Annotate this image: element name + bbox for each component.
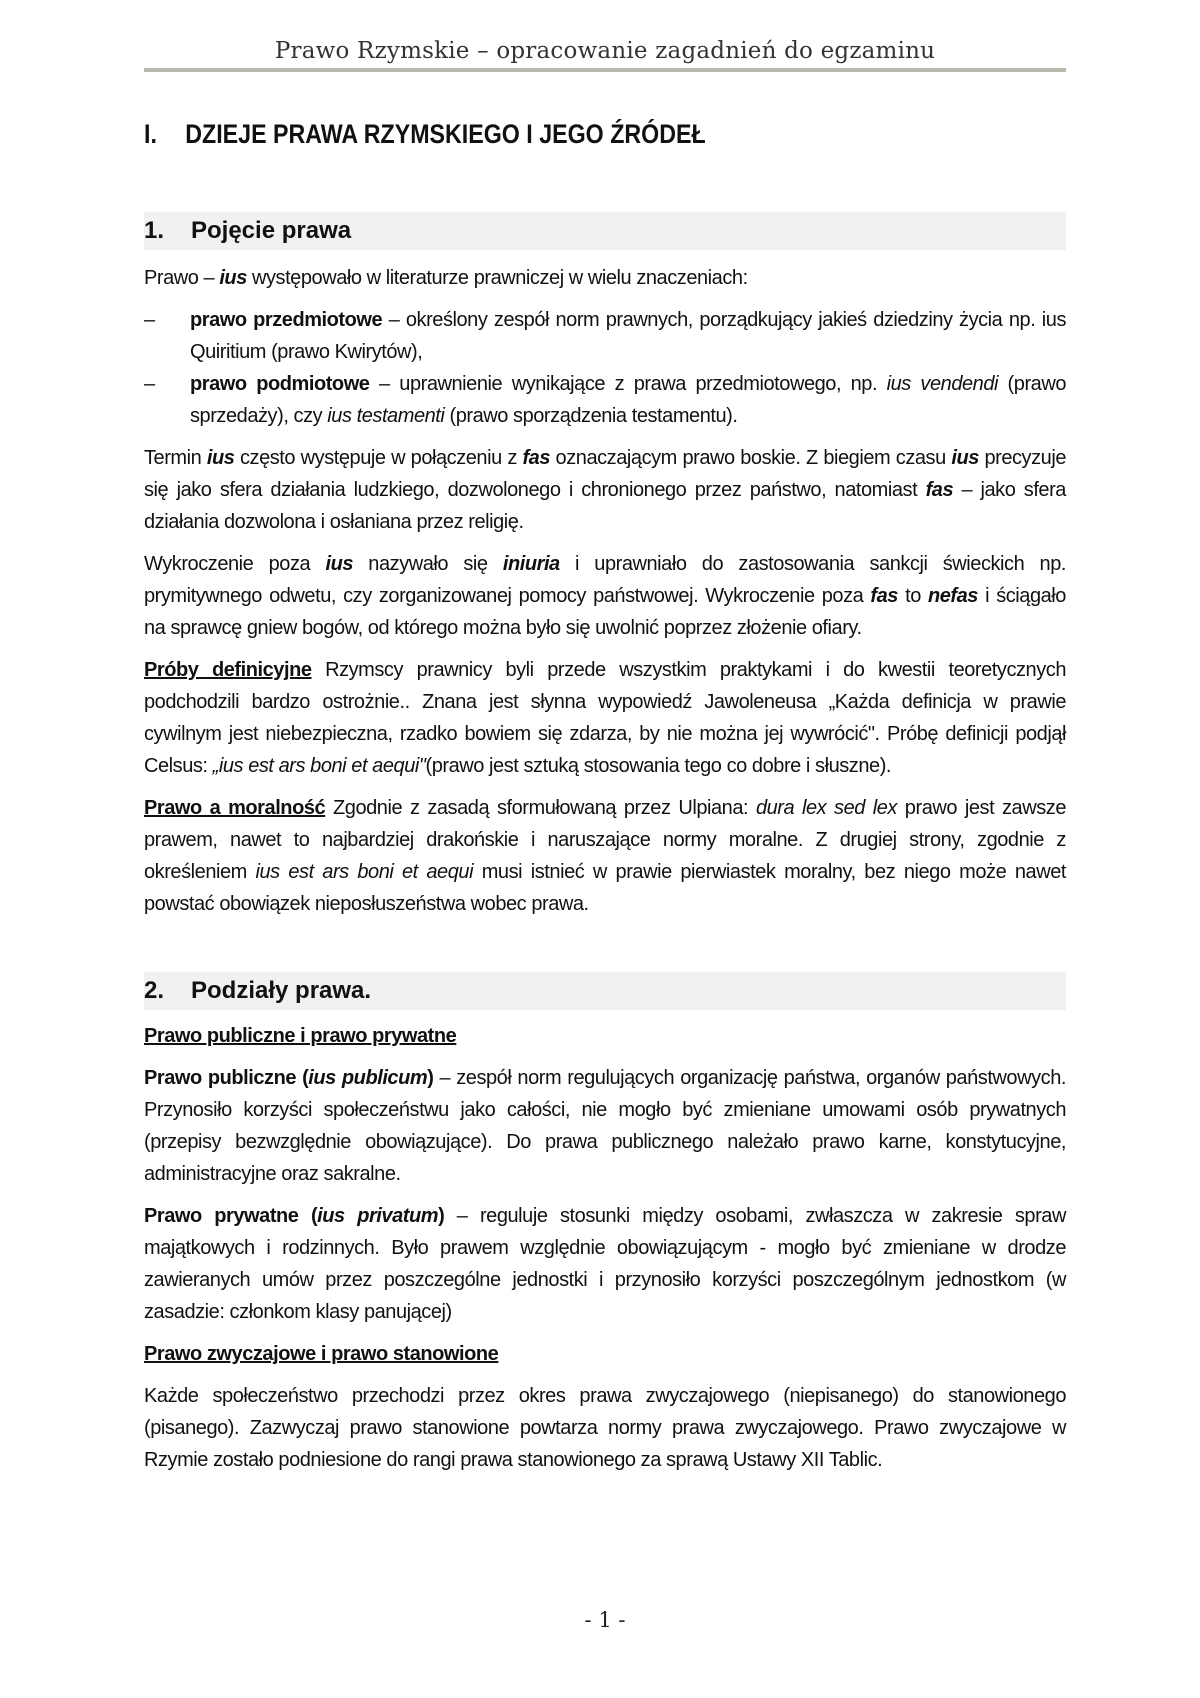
- quote-italic: „ius est ars boni et aequi": [212, 755, 426, 777]
- section-title: Pojęcie prawa: [191, 217, 352, 244]
- term-ius: ius: [325, 553, 354, 575]
- text-run: ): [438, 1205, 445, 1227]
- text-run: i ściągało na sprawcę gniew bogów, od którego można było się uwolnić poprzez złożenie ofiary.: [144, 585, 1066, 639]
- text-run: Prawo –: [144, 267, 220, 289]
- list-text: – określony zespół norm prawnych, porządkujący jakieś dziedziny życia np. ius Quiritium (prawo Kwirytów),: [190, 309, 1067, 363]
- paragraph-publiczne: [144, 1062, 1066, 1190]
- list-italic: ius testamenti: [327, 405, 445, 427]
- section-number: 2.: [144, 977, 165, 1004]
- term-nefas: nefas: [927, 585, 978, 607]
- latin-term: ius privatum: [317, 1205, 439, 1227]
- text-run: (: [298, 1205, 318, 1227]
- list-term: prawo podmiotowe: [190, 373, 370, 395]
- text-run: to: [897, 585, 928, 607]
- section-number: 1.: [144, 217, 165, 244]
- text-run: Wykroczenie poza: [144, 553, 326, 575]
- text-run: Zgodnie z zasadą sformułowaną przez Ulpiana:: [325, 797, 756, 819]
- text-run: ): [427, 1067, 434, 1089]
- term-bold: Prawo prywatne: [144, 1205, 299, 1227]
- term-fas: fas: [925, 479, 954, 501]
- list-term: prawo przedmiotowe: [190, 309, 383, 331]
- text-run: prawo jest zawsze prawem, nawet to najbardziej drakońskie i naruszające normy moralne. Z drugiej strony, zgodnie z określeniem: [144, 797, 1066, 883]
- paragraph-prywatne: [144, 1200, 1066, 1328]
- latin-maxim: ius est ars boni et aequi: [255, 861, 474, 883]
- term-ius: ius: [219, 267, 247, 289]
- text-run: precyzuje się jako sfera działania ludzkiego, dozwolonego i chronionego przez państwo, natomiast: [144, 447, 1066, 501]
- paragraph-moralnosc: [144, 792, 1066, 920]
- paragraph-iniuria: [144, 548, 1066, 644]
- text-run: Rzymscy prawnicy byli przede wszystkim praktykami i do kwestii teoretycznych podchodzili bardzo ostrożnie.. Znana jest słynna wypowiedź Jawoleneusa „Każda definicja w prawie cywilnym jest niebezpieczna, rzadko bowiem się zdarza, by nie można jej wywrócić". Próbę definicji podjął Celsus:: [144, 659, 1066, 777]
- term-ius: ius: [951, 447, 979, 469]
- latin-maxim: dura lex sed lex: [755, 797, 897, 819]
- chapter-title: [144, 116, 937, 152]
- text-run: musi istnieć w prawie pierwiastek moralny, bez niego może nawet powstać obowiązek nieposłuszeństwa wobec prawa.: [144, 861, 1066, 915]
- document-body: [144, 116, 1066, 1486]
- chapter-number: I.: [144, 119, 157, 149]
- chapter-title-text: DZIEJE PRAWA RZYMSKIEGO I JEGO ŹRÓDEŁ: [185, 119, 706, 149]
- list-item: [144, 368, 1066, 432]
- text-run: – zespół norm regulujących organizację państwa, organów państwowych. Przynosiło korzyści społeczeństwu jako całości, nie mogło być zmieniane umowami osób prywatnych (przepisy bezwzględnie obowiązujące). Do prawa publicznego należało prawo karne, konstytucyjne, administracyjne oraz sakralne.: [144, 1067, 1066, 1185]
- dash-marker: –: [144, 373, 155, 395]
- header-rule: [144, 68, 1066, 72]
- term-ius: ius: [206, 447, 235, 469]
- text-run: – jako sfera działania dozwolona i osłaniana przez religię.: [144, 479, 1066, 533]
- dash-list: [144, 304, 1066, 432]
- subheading: Prawo publiczne i prawo prywatne: [144, 1025, 457, 1047]
- section-title: Podziały prawa.: [191, 977, 372, 1004]
- list-italic: ius vendendi: [886, 373, 998, 395]
- term-fas: fas: [870, 585, 898, 607]
- term-iniuria: iniuria: [502, 553, 560, 575]
- section-heading: [144, 212, 1066, 250]
- page-header: Prawo Rzymskie – opracowanie zagadnień do egzaminu: [274, 38, 936, 64]
- term-bold: Prawo publiczne: [144, 1067, 297, 1089]
- text-run: (: [296, 1067, 309, 1089]
- text-run: Termin: [144, 447, 207, 469]
- text-run: – reguluje stosunki między osobami, zwłaszcza w zakresie spraw majątkowych i rodzinnych. Było prawem względnie obowiązującym - mogło być zmieniane w drodze zawieranych umów przez poszczególne jednostki i przynosiło korzyści poszczególnym jednostkom (w zasadzie: członkom klasy panującej): [144, 1205, 1066, 1323]
- paragraph-zwyczajowe: Każde społeczeństwo przechodzi przez okres prawa zwyczajowego (niepisanego) do stanowionego (pisanego). Zazwyczaj prawo stanowione powtarza normy prawa zwyczajowego. Prawo zwyczajowe w Rzymie zostało podniesione do rangi prawa stanowionego za sprawą Ustawy XII Tablic.: [144, 1385, 1066, 1471]
- inline-heading: Prawo a moralność: [144, 797, 326, 819]
- text-run: nazywało się: [353, 553, 503, 575]
- list-text: (prawo sprzedaży), czy: [190, 373, 1066, 427]
- page-number: - 1 -: [584, 1608, 626, 1632]
- text-run: oznaczającym prawo boskie. Z biegiem czasu: [550, 447, 952, 469]
- text-run: często występuje w połączeniu z: [234, 447, 523, 469]
- text-run: (prawo jest sztuką stosowania tego co dobre i słuszne).: [425, 755, 892, 777]
- list-item: [144, 304, 1066, 368]
- text-run: występowało w literaturze prawniczej w wielu znaczeniach:: [246, 267, 748, 289]
- text-run: i uprawniało do zastosowania sankcji świeckich np. prymitywnego odwetu, czy zorganizowanej pomocy państwowej. Wykroczenie poza: [144, 553, 1066, 607]
- paragraph-intro: [144, 262, 1066, 294]
- paragraph-definicje: [144, 654, 1066, 782]
- subheading: Prawo zwyczajowe i prawo stanowione: [144, 1343, 499, 1365]
- dash-marker: –: [144, 309, 155, 331]
- paragraph-fas: [144, 442, 1066, 538]
- list-text: – uprawnienie wynikające z prawa przedmiotowego, np.: [369, 373, 887, 395]
- section-heading: [144, 972, 1066, 1010]
- inline-heading: Próby definicyjne: [144, 659, 312, 681]
- term-fas: fas: [522, 447, 550, 469]
- latin-term: ius publicum: [308, 1067, 428, 1089]
- list-text: (prawo sporządzenia testamentu).: [444, 405, 738, 427]
